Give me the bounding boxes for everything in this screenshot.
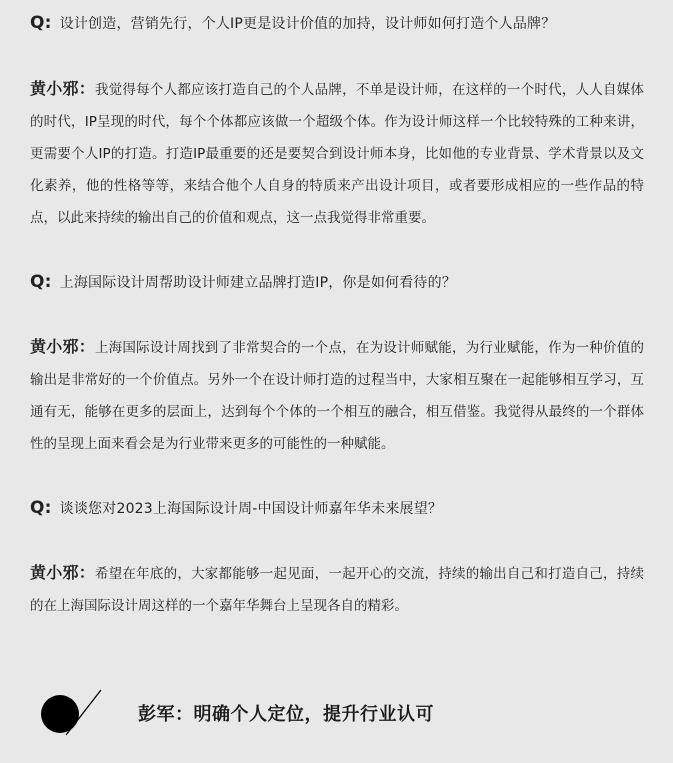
question-text: 设计创造，营销先行，个人IP更是设计价值的加持，设计师如何打造个人品牌？ (59, 16, 556, 32)
question-1 (30, 12, 555, 35)
question-tag: Q: (30, 272, 52, 292)
answer-1 (30, 73, 644, 234)
question-tag: Q: (30, 13, 52, 33)
speaker-name: 黄小邪： (30, 337, 95, 356)
answer-text: 我觉得每个人都应该打造自己的个人品牌，不单是设计师，在这样的一个时代，人人自媒体的时代，IP呈现的时代，每个个体都应该做一个超级个体。作为设计师这样一个比较特殊的工种来讲，更需要个人IP的打造。打造IP最重要的还是要契合到设计师本身，比如他的专业背景、学术背景以及文化素养，他的性格等等，来结合他个人自身的特质来产出设计项目，或者要形成相应的一些作品的特点，以此来持续的输出自己的价值和观点，这一点我觉得非常重要。 (30, 82, 644, 226)
section-heading (40, 688, 600, 736)
question-text: 谈谈您对2023上海国际设计周-中国设计师嘉年华未来展望？ (59, 501, 443, 517)
question-tag: Q: (30, 498, 52, 518)
question-text: 上海国际设计周帮助设计师建立品牌打造IP，你是如何看待的？ (59, 275, 457, 291)
speaker-name: 黄小邪： (30, 79, 95, 98)
section-title: 彭军：明确个人定位，提升行业认可 (138, 704, 434, 725)
answer-text: 上海国际设计周找到了非常契合的一个点，在为设计师赋能，为行业赋能，作为一种价值的输出是非常好的一个价值点。另外一个在设计师打造的过程当中，大家相互聚在一起能够相互学习，互通有无，能够在更多的层面上，达到每个个体的一个相互的融合，相互借鉴。我觉得从最终的一个群体性的呈现上面来看会是为行业带来更多的可能性的一种赋能。 (30, 340, 644, 452)
question-3 (30, 497, 442, 520)
speaker-name: 黄小邪： (30, 563, 95, 582)
circle-slash-mark-icon (40, 688, 104, 738)
answer-text: 希望在年底的，大家都能够一起见面，一起开心的交流，持续的输出自己和打造自己，持续的在上海国际设计周这样的一个嘉年华舞台上呈现各自的精彩。 (30, 566, 644, 614)
answer-2 (30, 331, 644, 460)
answer-3 (30, 557, 644, 622)
question-2 (30, 271, 456, 294)
